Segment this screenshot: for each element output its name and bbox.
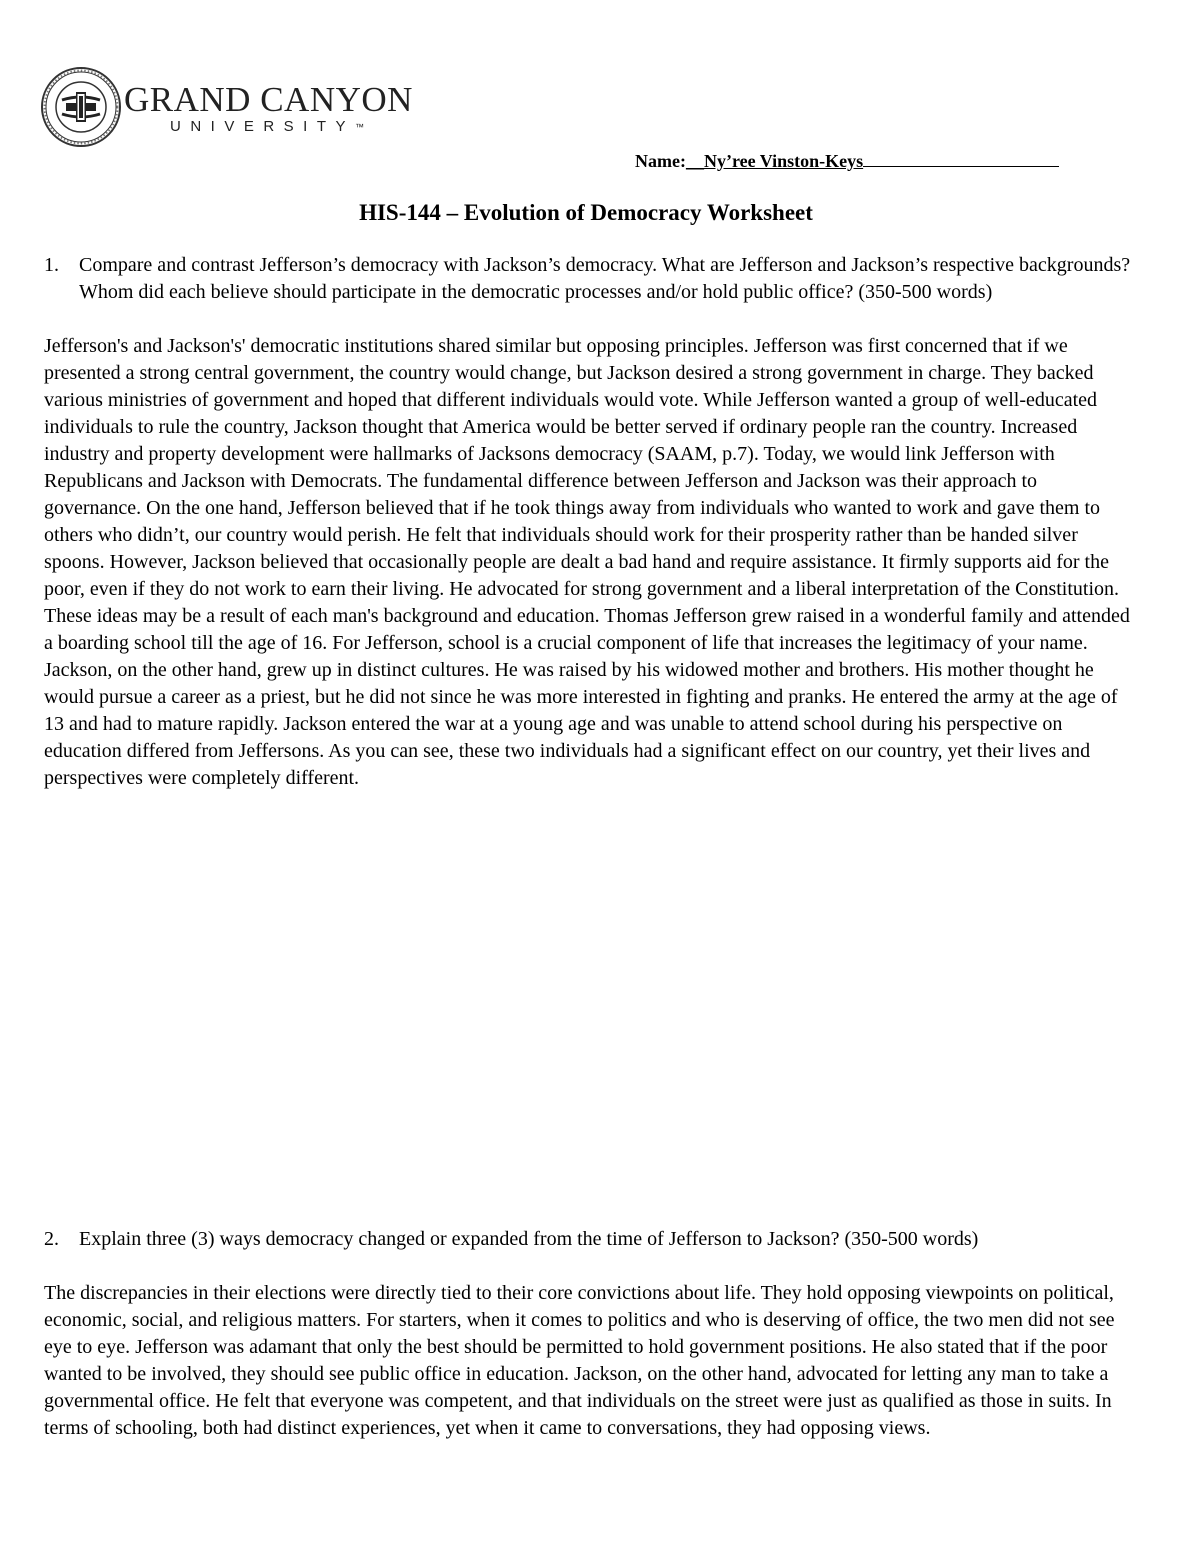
- student-name-field: [635, 150, 1059, 172]
- page-title: HIS-144 – Evolution of Democracy Worksheet: [359, 200, 813, 225]
- name-value: __Ny’ree Vinston-Keys: [685, 151, 864, 171]
- question-2: [44, 1226, 1134, 1253]
- answer-2: The discrepancies in their elections were directly tied to their core convictions about life. They hold opposing viewpoints on political, economic, social, and religious matters. For starters, when it comes to politics and who is deserving of office, the two men did not see eye to eye. Jefferson was adamant that only the best should be permitted to hold government positions. He also stated that if the poor wanted to be involved, they should see public office in education. Jackson, on the other hand, advocated for letting any man to take a governmental office. He felt that everyone was competent, and that individuals on the street were just as qualified as those in suits. In terms of schooling, both had distinct experiences, yet when it came to conversations, they had opposing views.: [44, 1282, 1115, 1439]
- name-underline: [863, 150, 1059, 167]
- question-prompt: Explain three (3) ways democracy changed or expanded from the time of Jefferson to Jackson? (350-500 words): [79, 1228, 979, 1250]
- question-prompt: Compare and contrast Jefferson’s democracy with Jackson’s democracy. What are Jefferson and Jackson’s respective backgrounds? Whom did each believe should participate in the democratic processes and/or hold public office? (350-500 words): [79, 254, 1131, 303]
- answer-1: Jefferson's and Jackson's' democratic institutions shared similar but opposing principles. Jefferson was first concerned that if we presented a strong central government, the country would change, but Jackson desired a strong government in charge. They backed various ministries of government and hoped that different individuals would vote. While Jefferson wanted a group of well-educated individuals to rule the country, Jackson thought that America would be better served if ordinary people ran the country. Increased industry and property development were hallmarks of Jacksons democracy (SAAM, p.7). Today, we would link Jefferson with Republicans and Jackson with Democrats. The fundamental difference between Jefferson and Jackson was their approach to governance. On the one hand, Jefferson believed that if he took things away from individuals who wanted to work and gave them to others who didn’t, our country would perish. He felt that individuals should work for their prosperity rather than be handed silver spoons. However, Jackson believed that occasionally people are dealt a bad hand and require assistance. It firmly supports aid for the poor, even if they do not work to earn their living. He advocated for strong government and a liberal interpretation of the Constitution. These ideas may be a result of each man's background and education. Thomas Jefferson grew raised in a wonderful family and attended a boarding school till the age of 16. For Jefferson, school is a crucial component of life that increases the legitimacy of your name. Jackson, on the other hand, grew up in distinct cultures. He was raised by his widowed mother and brothers. His mother thought he would pursue a career as a priest, but he did not since he was more interested in fighting and pranks. He entered the army at the age of 13 and had to mature rapidly. Jackson entered the war at a young age and was unable to attend school during his perspective on education differed from Jeffersons. As you can see, these two individuals had a significant effect on our country, yet their lives and perspectives were completely different.: [44, 335, 1130, 789]
- university-logo: [40, 66, 413, 148]
- university-seal-icon: [40, 66, 122, 148]
- logo-wordmark: GRAND CANYON: [124, 80, 413, 119]
- question-number: 1.: [44, 254, 59, 276]
- trademark-mark: ™: [355, 122, 365, 132]
- question-number: 2.: [44, 1228, 59, 1250]
- question-1: [44, 252, 1134, 306]
- name-label: Name:: [635, 151, 686, 171]
- logo-subtitle: UNIVERSITY: [170, 118, 356, 135]
